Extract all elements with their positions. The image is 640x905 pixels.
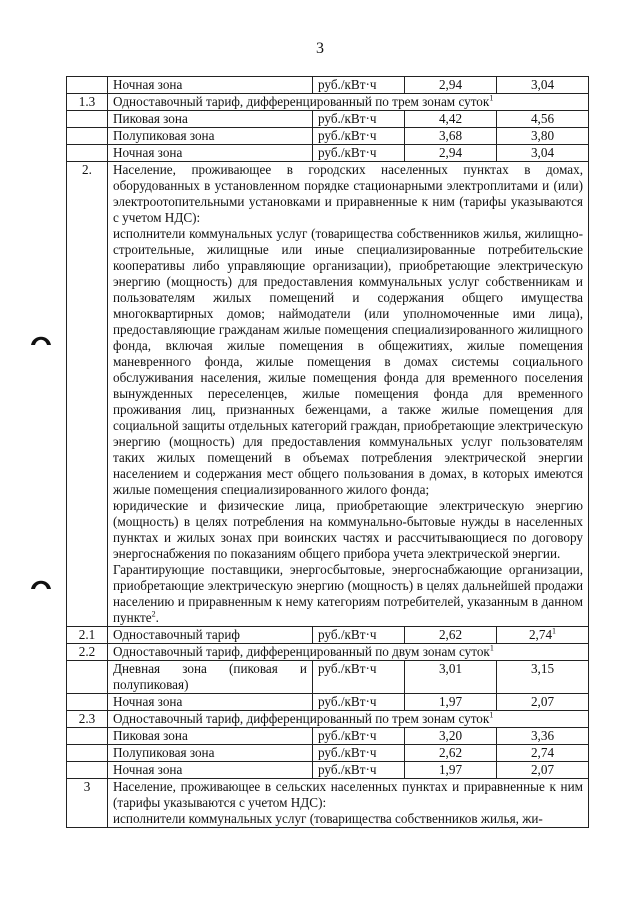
value-cell: 3,15: [497, 661, 589, 694]
zone-label: Пиковая зона: [108, 111, 313, 128]
description-intro: Население, проживающее в городских населенных пунктах в домах, оборудованных в установленном порядке стационарными электроплитами и (или) электроотопительными установками и приравненные к ним (тарифы указываются с учетом НДС):: [113, 162, 583, 225]
footnote-ref: 1: [489, 710, 494, 720]
unit-cell: руб./кВт·ч: [313, 111, 405, 128]
unit-cell: руб./кВт·ч: [313, 745, 405, 762]
zone-label: Ночная зона: [108, 762, 313, 779]
table-row: [67, 145, 589, 162]
footnote-ref: 1: [489, 93, 494, 103]
description-row: [67, 779, 589, 828]
footnote-ref: 1: [489, 643, 494, 653]
tariff-label: Одноставочный тариф: [108, 627, 313, 644]
value-cell: 3,04: [497, 145, 589, 162]
value-cell: 3,01: [405, 661, 497, 694]
value-cell: 2,94: [405, 145, 497, 162]
value-cell: 3,68: [405, 128, 497, 145]
punch-hole-mark: [30, 576, 52, 590]
table-row: [67, 77, 589, 94]
value-cell: 3,80: [497, 128, 589, 145]
table-row: [67, 745, 589, 762]
row-number: 2.: [67, 162, 108, 627]
section-title: Одноставочный тариф, дифференцированный по трем зонам суток$^1$: [108, 711, 589, 728]
value-cell: 1,97: [405, 762, 497, 779]
section-title: Одноставочный тариф, дифференцированный по двум зонам суток$^1$: [108, 644, 589, 661]
description-paragraph: юридические и физические лица, приобретающие электрическую энергию (мощность) в целях потребления на коммунально-бытовые нужды в населенных пунктах и жилых зонах при воинских частях и рассчитывающиеся по договору энергоснабжения по показаниям общего прибора учета электрической энергии.: [113, 498, 583, 561]
value-cell: 2,07: [497, 762, 589, 779]
zone-label: Полупиковая зона: [108, 128, 313, 145]
unit-cell: руб./кВт·ч: [313, 627, 405, 644]
table-row: [67, 728, 589, 745]
section-title: Одноставочный тариф, дифференцированный по трем зонам суток$^1$: [108, 94, 589, 111]
row-number: 2.2: [67, 644, 108, 661]
description-paragraph: исполнители коммунальных услуг (товарищества собственников жилья, жи-: [113, 811, 543, 826]
value-cell: 2,07: [497, 694, 589, 711]
zone-label: Пиковая зона: [108, 728, 313, 745]
unit-cell: руб./кВт·ч: [313, 128, 405, 145]
value-cell: 4,42: [405, 111, 497, 128]
table-row: [67, 627, 589, 644]
table-row: [67, 694, 589, 711]
value-cell: 2,62: [405, 627, 497, 644]
value-cell: 3,04: [497, 77, 589, 94]
row-number: 1.3: [67, 94, 108, 111]
punch-hole-mark: [30, 332, 52, 346]
section-row: [67, 94, 589, 111]
description-paragraph: Гарантирующие поставщики, энергосбытовые, энергоснабжающие организации, приобретающие электрическую энергию (мощность) в целях дальнейшей продажи населению и приравненным к нему категориям потребителей, указанным в данном пункте$^2$.: [113, 562, 583, 625]
value-cell: 2,74: [497, 745, 589, 762]
zone-label: Ночная зона: [108, 77, 313, 94]
page-number: 3: [316, 40, 324, 57]
row-number: 2.1: [67, 627, 108, 644]
table-row: [67, 661, 589, 694]
value-cell: 1,97: [405, 694, 497, 711]
consumer-description: [108, 779, 589, 828]
value-cell: 2,74$^1$: [497, 627, 589, 644]
row-number: 3: [67, 779, 108, 828]
value-cell: 4,56: [497, 111, 589, 128]
zone-label: Дневная зона (пиковая и полупиковая): [108, 661, 313, 694]
zone-label: Ночная зона: [108, 145, 313, 162]
value-cell: 3,36: [497, 728, 589, 745]
row-number: 2.3: [67, 711, 108, 728]
tariff-table: [66, 76, 589, 828]
unit-cell: руб./кВт·ч: [313, 77, 405, 94]
footnote-ref: 2: [151, 609, 156, 619]
value-cell: 2,94: [405, 77, 497, 94]
table-row: [67, 111, 589, 128]
description-row: [67, 162, 589, 627]
footnote-ref: 1: [552, 626, 557, 636]
table-row: [67, 762, 589, 779]
section-row: [67, 711, 589, 728]
consumer-description: [108, 162, 589, 627]
value-cell: 3,20: [405, 728, 497, 745]
unit-cell: руб./кВт·ч: [313, 694, 405, 711]
unit-cell: руб./кВт·ч: [313, 661, 405, 694]
description-paragraph: исполнители коммунальных услуг (товарищества собственников жилья, жилищно-строительные, жилищные или иные специализированные потребительские кооперативы либо управляющие организации), приобретающие электрическую энергию (мощность) для предоставления коммунальных услуг собственникам и пользователям жилых помещений и содержания общего имущества многоквартирных домов; наймодатели (или уполномоченные ими лица), предоставляющие гражданам жилые помещения специализированного жилищного фонда, включая жилые помещения в общежитиях, жилые помещения маневренного фонда, жилые помещения в домах системы социального обслуживания населения, жилые помещения фонда для временного поселения вынужденных переселенцев, жилые помещения фонда для временного проживания лиц, признанных беженцами, а также жилые помещения для социальной защиты отдельных категорий граждан, приобретающие электрическую энергию (мощность) для предоставления коммунальных услуг пользователям таких жилых помещений в объемах потребления электрической энергии населением и содержания мест общего пользования в домах, в которых имеются жилые помещения специализированного жилого фонда;: [113, 226, 583, 497]
unit-cell: руб./кВт·ч: [313, 762, 405, 779]
unit-cell: руб./кВт·ч: [313, 145, 405, 162]
description-intro: Население, проживающее в сельских населенных пунктах и приравненные к ним (тарифы указываются с учетом НДС):: [113, 779, 583, 810]
table-row: [67, 128, 589, 145]
zone-label: Ночная зона: [108, 694, 313, 711]
unit-cell: руб./кВт·ч: [313, 728, 405, 745]
zone-label: Полупиковая зона: [108, 745, 313, 762]
value-cell: 2,62: [405, 745, 497, 762]
section-row: [67, 644, 589, 661]
